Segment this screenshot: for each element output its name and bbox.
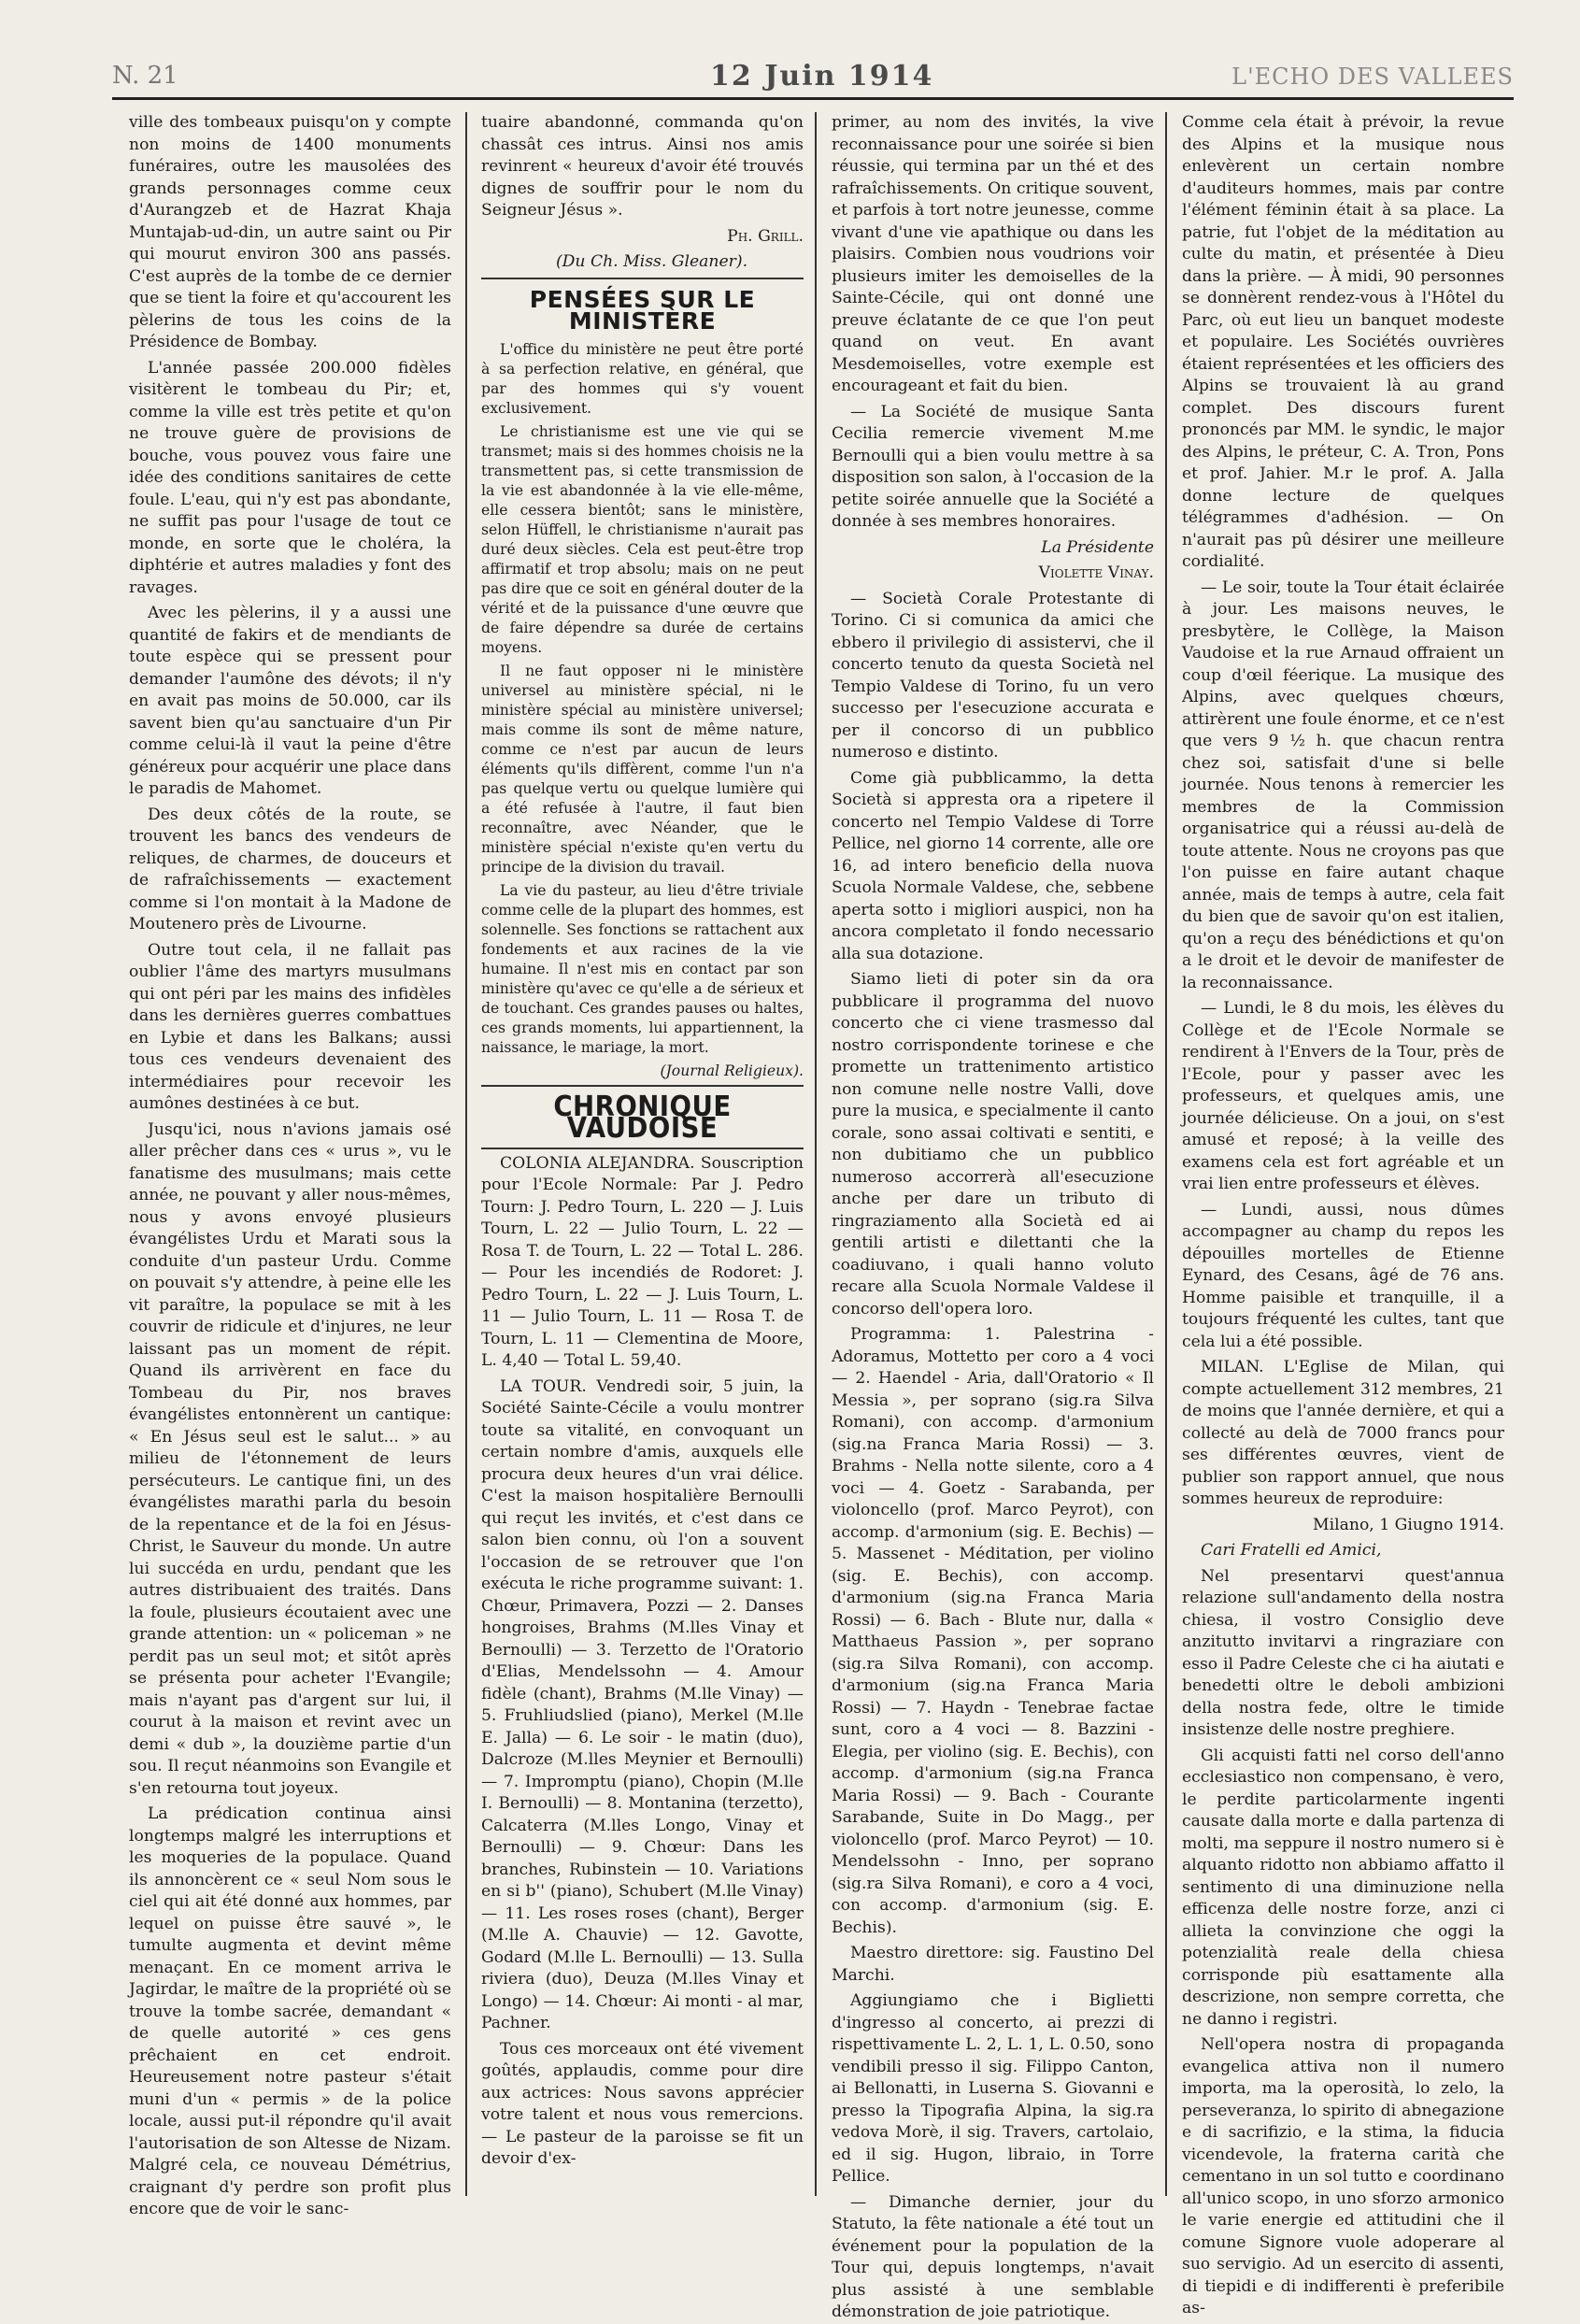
paragraph: Siamo lieti di poter sin da ora pubblicare il programma del nuovo concerto che ci viene trasmesso dal nostro corrispondente torinese e che promette un trattenimento artistico non comune nelle nostre Valli, dove pure la musica, e specialmente il canto corale, sono assai coltivati e sentiti, e non dubitiamo che un pubblico numeroso accorrerà all'esecuzione anche per dare un tributo di ringraziamento alla Società ed ai gentili artisti e dilettanti che la coadiuvano, i quali hanno voluto recare alla Scuola Normale Valdese il concorso dell'opera loro. [832,970,1154,1319]
source-citation: (Du Ch. Miss. Gleaner). [555,252,748,271]
section-rule [481,1085,804,1087]
paragraph: Avec les pèlerins, il y a aussi une quantité de fakirs et de mendiants de toute espèce qui se pressent pour demander l'aumône des dévots; il n'y en avait pas moins de 50.000, car ils savent bien qu'au sanctuaire d'un Pir comme celui-là il vaut la peine d'être généreux pour acquérir une place dans le paradis de Mahomet. [129,604,451,798]
paragraph: L'office du ministère ne peut être porté à sa perfection relative, en général, que par des hommes qui s'y vouent exclusivement. [481,340,804,417]
page-number: N. 21 [112,62,178,90]
paragraph: — Società Corale Protestante di Torino. Ci si comunica da amici che ebbero il privilegio di assistervi, che il concerto tenuto da questa Società nel Tempio Valdese di Torino, fu un vero successo per l'esecuzione accurata e per il concorso di un pubblico numeroso e distinto. [832,589,1154,762]
paragraph: Comme cela était à prévoir, la revue des Alpins et la musique nous enlevèrent un certain nombre d'auditeurs hommes, mais par contre l'élément féminin était à sa place. La patrie, fut l'objet de la méditation au culte du matin, et présentée à Dieu dans la prière. — À midi, 90 personnes se donnèrent rendez-vous à l'Hôtel du Parc, où eut lieu un banquet modeste et populaire. Les Sociétés ouvrières étaient représentées et les officiers des Alpins se trouvaient là au grand complet. Des discours furent prononcés par MM. le syndic, le major des Alpins, le préteur, C. A. Tron, Pons et prof. Jahier. M.r le prof. A. Jalla donne lecture de quelques télégrammes d'adhésion. — On n'aurait pas pû désirer une meilleure cordialité. [1182,113,1504,571]
paragraph: La prédication continua ainsi longtemps malgré les interruptions et les moqueries de la populace. Quand ils annoncèrent ce « seul Nom sous le ciel qui ait été donné aux hommes, par lequel on puisse être sauvé », le tumulte augmenta et devint même menaçant. En ce moment arriva le Jagirdar, le maître de la propriété où se trouve la tombe sacrée, demandant « de quelle autorité » ces gens prêchaient en cet endroit. Heureusement notre pasteur s'était muni d'un « permis » de la police locale, aussi put-il répondre qu'il avait l'autorisation de son Altesse de Nizam. Malgré cela, ce nouveau Démétrius, craignant d'y perdre son profit plus encore que de voir le sanc- [129,1804,451,2218]
paragraph: — Le soir, toute la Tour était éclairée à jour. Les maisons neuves, le presbytère, le Collège, la Maison Vaudoise et la rue Arnaud offraient un coup d'œil féerique. La musique des Alpins, avec quelques chœurs, attirèrent une foule énorme, et ce n'est que vers 9 ½ h. que chacun rentra chez soi, satisfait d'une si belle journée. Nous tenons à remercier les membres de la Commission organisatrice qui a réussi au-delà de toute attente. Nous ne croyons pas que l'on puisse en faire autant chaque année, mais de temps à autre, cela fait du bien que de savoir qu'on est italien, qu'on a reçu des bénédictions et qu'on a le droit et le devoir de manifester de la reconnaissance. [1182,577,1504,992]
paragraph: Maestro direttore: sig. Faustino Del Marchi. [832,1944,1154,1985]
column-4 [1182,112,1504,2317]
source-citation: (Journal Religieux). [660,1062,804,1079]
column-3 [832,112,1154,2321]
paragraph: Tous ces morceaux ont été vivement goûtés, applaudis, comme pour dire aux actrices: Nous savons apprécier votre talent et nous vous remercions. — Le pasteur de la paroisse se fit un devoir d'ex- [481,2039,804,2168]
masthead-edge: L'ECHO DES VALLEES [1231,64,1514,90]
paragraph: Nell'opera nostra di propaganda evangelica attiva non il numero importa, ma la operosità, lo zelo, la perseveranza, lo spirito di abnegazione e di sacrifizio, e la stima, la fiducia vicendevole, la fraterna carità che cementano in un sol tutto e coordinano all'unico scopo, in uno sforzo armonico le varie energie ed attitudini che il comune Signore vuole adoperare al suo servigio. Ad un esercito di assenti, di tiepidi e di indifferenti è preferibile as- [1182,2035,1504,2317]
paragraph: Come già pubblicammo, la detta Società si appresta ora a ripetere il concerto nel Tempio Valdese di Torre Pellice, nel giorno 14 corrente, alle ore 16, ad intero beneficio della nuova Scuola Normale Valdese, che, sebbene aperta sotto i migliori auspici, non ha ancora completato il fondo necessario alla sua dotazione. [832,768,1154,963]
paragraph: tuaire abandonné, commanda qu'on chassât ces intrus. Ainsi nos amis revinrent « heureux d'avoir été trouvés dignes de souffrir pour le nom du Seigneur Jésus ». [481,113,804,220]
paragraph: primer, au nom des invités, la vive reconnaissance pour une soirée si bien réussie, qui termina par un thé et des rafraîchissements. On critique souvent, et parfois à tort notre jeunesse, comme vivant d'une vie apathique ou dans les plaisirs. Combien nous voudrions voir plusieurs imiter les demoiselles de la Sainte-Cécile, qui ont donné une preuve éclatante de ce que l'on peut quand on veut. En avant Mesdemoiselles, votre exemple est encourageant et fait du bien. [832,113,1154,395]
paragraph: La vie du pasteur, au lieu d'être triviale comme celle de la plupart des hommes, est solennelle. Ses fonctions se rattachent aux fondements et aux racines de la vie humaine. Il n'est mis en contact par son ministère qu'avec ce qu'elle a de sérieux et de touchant. Ces grandes pauses ou haltes, ces grands moments, lui appartiennent, la naissance, le mariage, la mort. [481,881,804,1056]
section-title-pensees: PENSÉES SUR LE MINISTÈRE [529,285,756,335]
column-divider [1165,112,1167,2196]
header-rule [112,97,1514,100]
section-title-chronique: CHRONIQUE VAUDOISE [553,1090,732,1145]
column-1 [129,112,451,2218]
article-columns [112,112,1514,2321]
paragraph: MILAN. L'Eglise de Milan, qui compte actuellement 312 membres, 21 de moins que l'année dernière, et qui a collecté au delà de 7000 francs pour ses différentes œuvres, vient de publier son rapport annuel, que nous sommes heureux de reproduire: [1182,1358,1504,1508]
paragraph: Outre tout cela, il ne fallait pas oublier l'âme des martyrs musulmans qui ont péri par les mains des infidèles dans les dernières guerres combattues en Lybie et dans les Balkans; aussi tous ces vendeurs devenaient des intermédiaires pour recevoir les aumônes destinées à ce but. [129,940,451,1113]
column-divider [465,112,467,2196]
paragraph: Programma: 1. Palestrina - Adoramus, Mottetto per coro a 4 voci — 2. Haendel - Aria, dall'Oratorio « Il Messia », per soprano (sig.ra Silva Romani), con accomp. d'armonium (sig.na Franca Maria Rossi) — 3. Brahms - Nella notte silente, coro a 4 voci — 4. Goetz - Sarabanda, per violoncello (prof. Marco Peyrot), con accomp. d'armonium (sig. E. Bechis) — 5. Massenet - Méditation, per violino (sig. E. Bechis), con accomp. d'armonium (sig.na Franca Maria Rossi) — 6. Bach - Blute nur, dalla « Matthaeus Passion », per soprano (sig.ra Silva Romani), con accomp. d'armonium (sig.na Franca Maria Rossi) — 7. Haydn - Tenebrae factae sunt, coro a 4 voci — 8. Bazzini - Elegia, per violino (sig. E. Bechis), con accomp. d'armonium (sig.na Franca Maria Rossi) — 9. Bach - Courante Sarabande, Suite in Do Magg., per violoncello (prof. Marco Peyrot) — 10. Mendelssohn - Inno, per soprano (sig.ra Silva Romani), e coro a 4 voci, con accomp. d'armonium (sig. E. Bechis). [832,1325,1154,1937]
paragraph: Il ne faut opposer ni le ministère universel au ministère spécial, ni le ministère spécial au ministère universel; mais comme ils sont de même nature, comme ce n'est par aucun de leurs éléments qu'ils diffèrent, comme l'un n'a pas quelque vertu ou quelque lumière qui a été refusée à l'autre, il faut bien reconnaître, avec Néander, que le ministère spécial n'existe qu'en vertu du principe de la division du travail. [481,662,804,876]
paragraph: — La Société de musique Santa Cecilia remercie vivement M.me Bernoulli qui a bien voulu mettre à sa disposition son salon, à l'occasion de la petite soirée annuelle que la Société a donnée à ses membres honoraires. [832,402,1154,531]
column-2 [481,112,804,2196]
paragraph: Nel presentarvi quest'annua relazione sull'andamento della nostra chiesa, il vostro Consiglio deve anzitutto invitarvi a ringraziare con esso il Padre Celeste che ci ha aiutati e benedetti oltre le deboli ambizioni della nostra fede, oltre le timide insistenze delle nostre preghiere. [1182,1566,1504,1739]
column-divider [815,112,817,2196]
paragraph: Aggiungiamo che i Biglietti d'ingresso al concerto, ai prezzi di rispettivamente L. 2, L. 1, L. 0.50, sono vendibili presso il sig. Filippo Canton, ai Bellonatti, in Luserna S. Giovanni e presso la Tipografia Alpina, la sig.ra vedova Morè, il sig. Travers, cartolaio, ed il sig. Hugon, libraio, in Torre Pellice. [832,1991,1154,2186]
paragraph: — Lundi, le 8 du mois, les élèves du Collège et de l'Ecole Normale se rendirent à l'Envers de la Tour, près de l'Ecole, pour y passer avec les professeurs, et quelques amis, une journée délicieuse. On a joui, on s'est amusé et reposé; à la veille des examens cela est fort agréable et un vrai lien entre professeurs et élèves. [1182,999,1504,1193]
page-header [112,58,1514,95]
letter-date: Milano, 1 Giugno 1914. [1313,1515,1504,1534]
signature-title: La Présidente [1041,537,1154,557]
paragraph: COLONIA ALEJANDRA. Souscription pour l'Ecole Normale: Par J. Pedro Tourn: J. Pedro Tourn, L. 220 — J. Luis Tourn, L. 22 — Julio Tourn, L. 22 — Rosa T. de Tourn, L. 22 — Total L. 286. — Pour les incendiés de Rodoret: J. Pedro Tourn, L. 22 — J. Luis Tourn, L. 11 — Julio Tourn, L. 11 — Rosa T. de Tourn, L. 11 — Clementina de Moore, L. 4,40 — Total L. 59,40. [481,1153,804,1370]
paragraph: — Dimanche dernier, jour du Statuto, la fête nationale a été tout un événement pour la population de la Tour qui, depuis longtemps, n'avait plus assisté à une semblable démonstration de joie patriotique. [832,2192,1154,2321]
paragraph: Jusqu'ici, nous n'avions jamais osé aller prêcher dans ces « urus », vu le fanatisme des musulmans; mais cette année, ne pouvant y aller nous-mêmes, nous y avons envoyé plusieurs évangélistes Urdu et Marati sous la conduite d'un pasteur Urdu. Comme on pouvait s'y attendre, à peine elle les vit paraître, la populace se mit à les couvrir de ridicule et d'injures, ne leur laissant pas un moment de répit. Quand ils arrivèrent en face du Tombeau du Pir, nos braves évangélistes entonnèrent un cantique: « En Jésus seul est le salut... » au milieu de l'étonnement de leurs persécuteurs. Le cantique fini, un des évangélistes marathi parla du besoin de la repentance et de la foi en Jésus-Christ, le Sauveur du monde. Un autre lui succéda en urdu, pendant que les autres distribuaient des traités. Dans la foule, plusieurs écoutaient avec une grande attention: un « policeman » ne perdit pas un seul mot; et sitôt après se présenta pour acheter l'Evangile; mais n'ayant pas d'argent sur lui, il courut à la maison et revint avec un demi « dub », la douzième partie d'un sou. Il reçut néanmoins son Evangile et s'en retourna tout joyeux. [129,1119,451,1798]
paragraph: — Lundi, aussi, nous dûmes accompagner au champ du repos les dépouilles mortelles de Etienne Eynard, des Cesans, âgé de 76 ans. Homme paisible et tranquille, il a toujours fréquenté les cultes, tant que cela lui a été possible. [1182,1200,1504,1351]
paragraph: L'année passée 200.000 fidèles visitèrent le tombeau du Pir; et, comme la ville est très petite et qu'on ne trouve guère de provisions de bouche, vous pouvez vous faire une idée des conditions sanitaires de cette foule. L'eau, qui n'y est pas abondante, ne suffit pas pour l'usage de tout ce monde, en sorte que le choléra, la diphtérie et autres maladies y font des ravages. [129,358,451,597]
paragraph: Des deux côtés de la route, se trouvent les bancs des vendeurs de reliques, de charmes, de douceurs et de rafraîchissements — exactement comme si l'on montait à la Madone de Moutenero près de Livourne. [129,805,451,934]
signature: Ph. Grill. [727,226,804,246]
issue-date: 12 Juin 1914 [710,60,934,93]
paragraph: Gli acquisti fatti nel corso dell'anno ecclesiastico non compensano, è vero, le perdite particolarmente ingenti causate dalla morte e dalla partenza di molti, ma seppure il nostro numero si è alquanto ridotto non abbiamo affatto il sentimento di una diminuzione nella efficenza delle nostre forze, anzi ci allieta la convinzione che oggi la potenzialità reale della chiesa corrisponde più esattamente alla descrizione, non sempre corretta, che ne danno i registri. [1182,1746,1504,2029]
paragraph: Le christianisme est une vie qui se transmet; mais si des hommes choisis ne la transmettent pas, si cette transmission de la vie est abandonnée à la vie elle-même, elle cessera bientôt; sans le ministère, selon Hüffell, le christianisme n'aurait pas duré deux siècles. Cela est peut-être trop affirmatif et trop absolu; mais on ne peut pas dire que ce soit en général douter de la vérité et de la puissance d'une œuvre que de faire dépendre sa durée de certains moyens. [481,422,804,656]
signature: Violette Vinay. [1038,563,1154,582]
paragraph: LA TOUR. Vendredi soir, 5 juin, la Société Sainte-Cécile a voulu montrer toute sa vitalité, en convoquant un certain nombre d'amis, auxquels elle procura deux heures d'un vrai délice. C'est la maison hospitalière Bernoulli qui reçut les invités, et c'est dans ce salon bien connu, où l'on a souvent l'occasion de se retrouver que l'on exécuta le riche programme suivant: 1. Chœur, Primavera, Pozzi — 2. Danses hongroises, Brahms (M.lles Vinay et Bernoulli) — 3. Terzetto de l'Oratorio d'Elias, Mendelssohn — 4. Amour fidèle (chant), Brahms (M.lle Vinay) — 5. Fruhliudslied (piano), Merkel (M.lle E. Jalla) — 6. Le soir - le matin (duo), Dalcroze (M.lles Meynier et Bernoulli) — 7. Impromptu (piano), Chopin (M.lle I. Bernoulli) — 8. Montanina (terzetto), Calcaterra (M.lles Longo, Vinay et Bernoulli) — 9. Chœur: Dans les branches, Rubinstein — 10. Variations en si b'' (piano), Schubert (M.lle Vinay) — 11. Les roses roses (chant), Berger (M.lle A. Chauvie) — 12. Gavotte, Godard (M.lle L. Bernoulli) — 13. Sulla riviera (duo), Deuza (M.lles Vinay et Longo) — 14. Chœur: Ai monti - al mar, Pachner. [481,1376,804,2032]
section-rule [481,1148,804,1149]
paragraph: ville des tombeaux puisqu'on y compte non moins de 1400 monuments funéraires, outre les mausolées des grands personnages comme ceux d'Aurangzeb et de Hazrat Khaja Muntajab-ud-din, un autre saint ou Pir qui mourut environ 300 ans passés. C'est auprès de la tombe de ce dernier que se tient la foire et qu'accourent les pèlerins de tous les coins de la Présidence de Bombay. [129,113,451,351]
letter-salutation: Cari Fratelli ed Amici, [1201,1541,1382,1560]
section-rule [481,278,804,279]
